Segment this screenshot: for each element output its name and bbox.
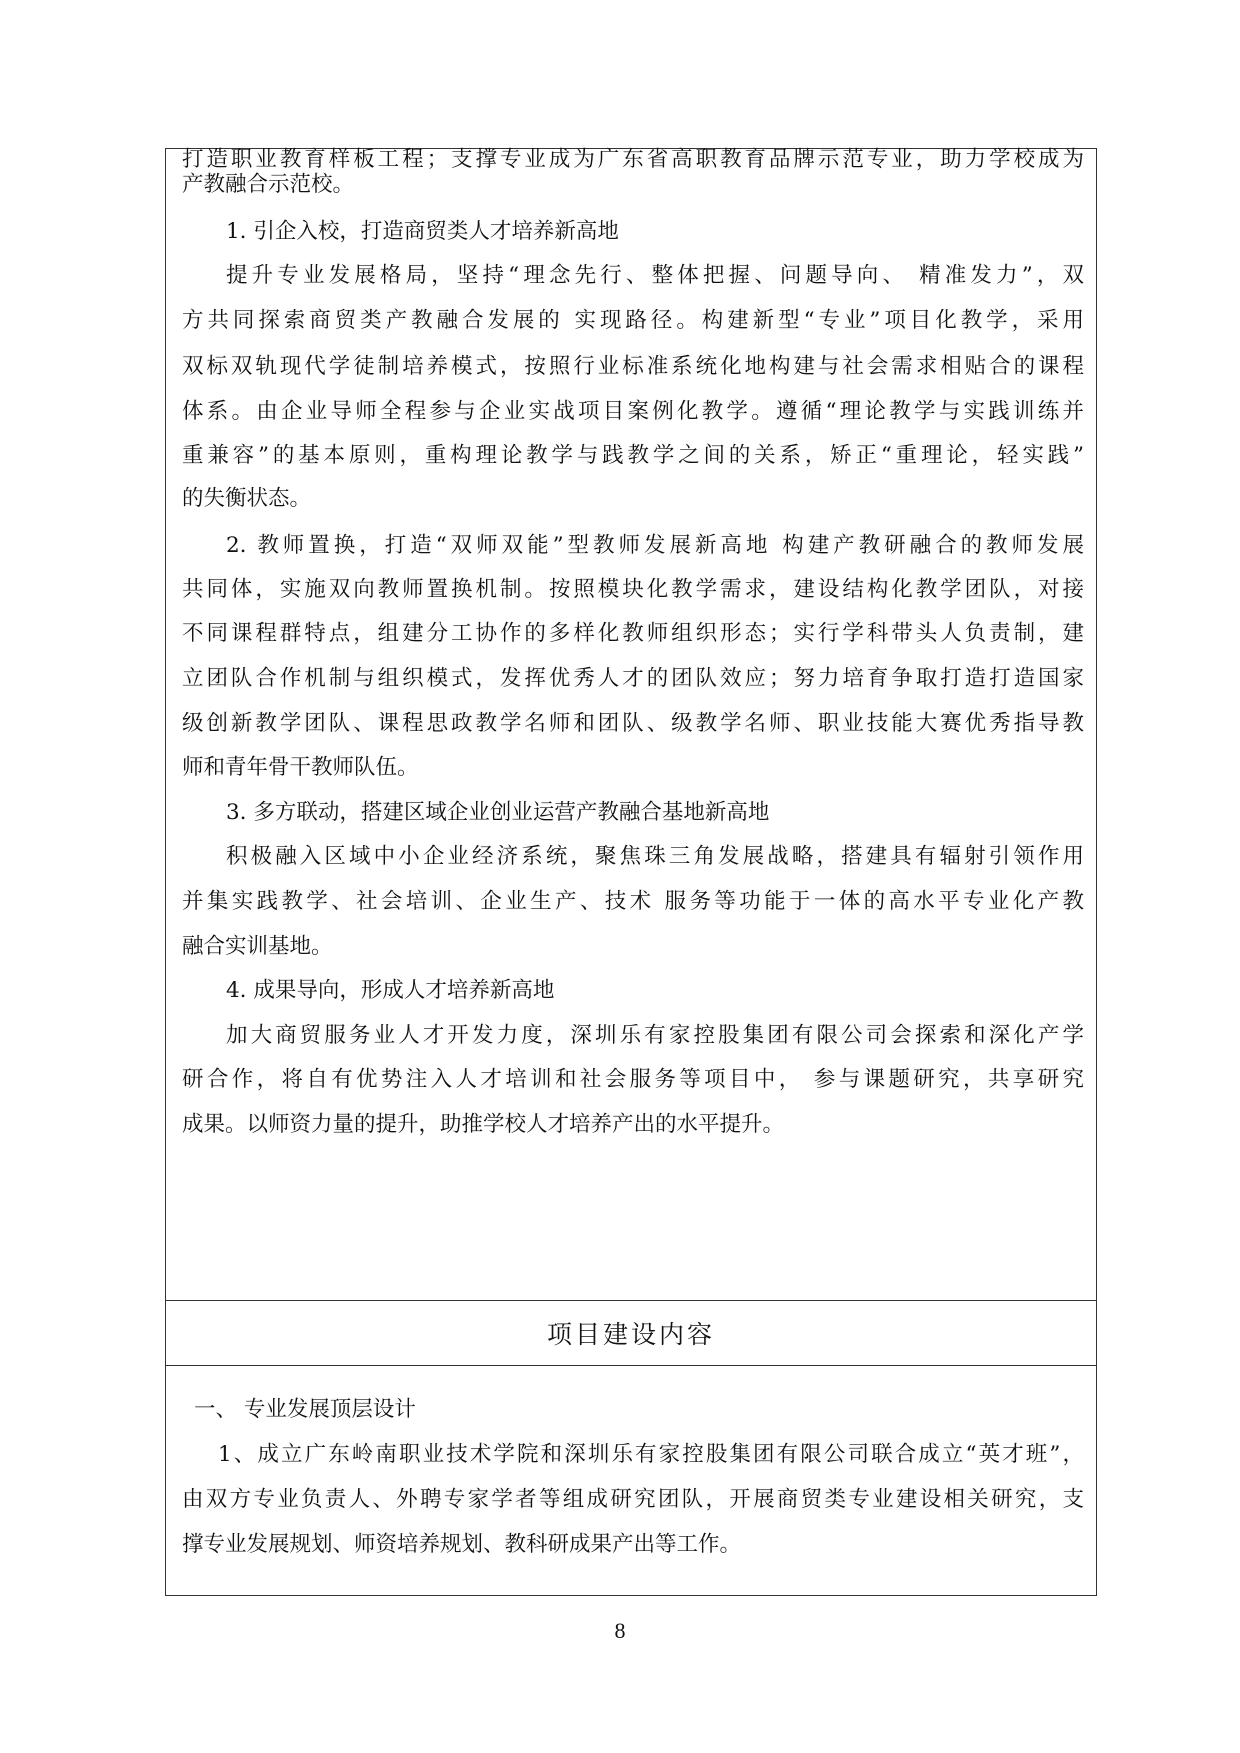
paragraph-line: 加大商贸服务业人才开发力度，深圳乐有家控股集团有限公司会探索和深化产学 [226,1023,1084,1048]
paragraph-line: 双标双轨现代学徒制培养模式，按照行业标准系统化地构建与社会需求相贴合的课程 [182,354,1084,379]
section-heading: 一、 专业发展顶层设计 [194,1397,416,1422]
paragraph-line: 级创新教学团队、课程思政教学名师和团队、级教学名师、职业技能大赛优秀指导教 [182,711,1084,736]
paragraph-line: 成果。以师资力量的提升，助推学校人才培养产出的水平提升。 [182,1112,785,1137]
section-header-cell [166,1301,1096,1366]
paragraph-line: 体系。由企业导师全程参与企业实战项目案例化教学。遵循“理论教学与实践训练并 [182,399,1084,424]
paragraph-line: 立团队合作机制与组织模式，发挥优秀人才的团队效应；努力培育争取打造打造国家 [182,666,1084,691]
paragraph-line: 提升专业发展格局，坚持“理念先行、整体把握、问题导向、 精准发力”，双 [226,263,1084,288]
page-number: 8 [614,1618,626,1643]
paragraph-line: 积极融入区域中小企业经济系统，聚焦珠三角发展战略，搭建具有辐射引领作用 [226,844,1084,869]
construction-content-cell [166,1366,1096,1595]
subsection-heading: 1. 引企入校，打造商贸类人才培养新高地 [226,219,619,244]
paragraph-line: 不同课程群特点，组建分工协作的多样化教师组织形态；实行学科带头人负责制，建 [182,621,1084,646]
paragraph-line: 撑专业发展规划、师资培养规划、教科研成果产出等工作。 [182,1532,742,1557]
paragraph-line: 并集实践教学、社会培训、企业生产、技术 服务等功能于一体的高水平专业化产教 [182,889,1084,914]
paragraph-line: 产教融合示范校。 [182,172,355,197]
paragraph-line: 研合作，将自有优势注入人才培训和社会服务等项目中， 参与课题研究，共享研究 [182,1067,1084,1092]
paragraph-line: 重兼容”的基本原则，重构理论教学与践教学之间的关系，矫正“重理论，轻实践” [182,443,1084,468]
paragraph-line: 融合实训基地。 [182,934,333,959]
section-title: 项目建设内容 [546,1320,715,1349]
subsection-heading: 3. 多方联动，搭建区域企业创业运营产教融合基地新高地 [226,800,770,825]
subsection-heading: 2. 教师置换，打造“双师双能”型教师发展新高地 构建产教研融合的教师发展 [226,533,1084,558]
paragraph-line: 方共同探索商贸类产教融合发展的 实现路径。构建新型“专业”项目化教学，采用 [182,308,1084,333]
content-table [165,148,1097,1596]
construction-goals-cell [166,149,1096,1301]
paragraph-line: 打造职业教育样板工程；支撑专业成为广东省高职教育品牌示范专业，助力学校成为 [182,147,1084,172]
paragraph-line: 1、成立广东岭南职业技术学院和深圳乐有家控股集团有限公司联合成立“英才班”， [218,1442,1084,1467]
paragraph-line: 共同体，实施双向教师置换机制。按照模块化教学需求，建设结构化教学团队，对接 [182,577,1084,602]
paragraph-line: 由双方专业负责人、外聘专家学者等组成研究团队，开展商贸类专业建设相关研究，支 [182,1487,1084,1512]
paragraph-line: 师和青年骨干教师队伍。 [182,755,419,780]
paragraph-line: 的失衡状态。 [182,486,312,511]
subsection-heading: 4. 成果导向，形成人才培养新高地 [226,978,555,1003]
